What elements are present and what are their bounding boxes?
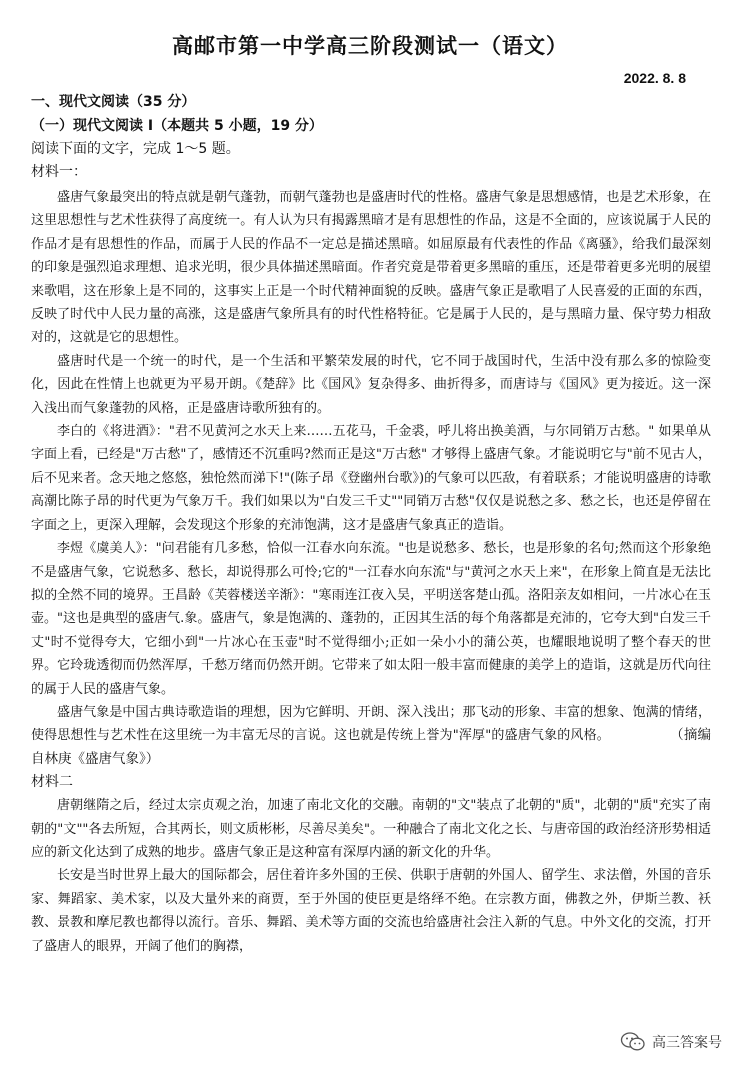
subsection-heading: （一）现代文阅读 I（本题共 5 小题，19 分） [31,118,323,134]
wechat-icon [620,1031,646,1053]
material-1-paragraph-1: 盛唐气象最突出的特点就是朝气蓬勃，而朝气蓬勃也是盛唐时代的性格。盛唐气象是思想感情，也是艺术形象，在这里思想性与艺术性获得了高度统一。有人认为只有揭露黑暗才是有思想性的作品，这是不全面的，应该说属于人民的作品才是有思想性的作品，而属于人民的作品不一定总是描述黑暗。如屈原最有代表性的作品《离骚》，给我们最深刻的印象是强烈追求理想、追求光明，很少具体描述黑暗面。作者究竟是带着更多黑暗的重压，还是带着更多光明的展望来歌唱，这在形象上是不同的，这事实上正是一个时代精神面貌的反映。盛唐气象正是歌唱了人民喜爱的正面的东西，反映了时代中人民力量的高涨，这是盛唐气象所具有的时代性格特征。它是属于人民的，是与黑暗力量、保守势力相敌对的，这就是它的思想性。 [31,190,711,346]
material-1-source: （摘编自林庚《盛唐气象》） [31,727,712,767]
material-1-paragraph-5 [31,701,711,771]
page-title: 高邮市第一中学高三阶段测试一（语文） [172,34,568,58]
material-2-paragraph-2: 长安是当时世界上最大的国际都会，居住着许多外国的王侯、供职于唐朝的外国人、留学生、求法僧，外国的音乐家、舞蹈家、美术家，以及大量外来的商贾，至于外国的使臣更是络绎不绝。在宗教方面，佛教之外，伊斯兰教、袄教、景教和摩尼教也都得以流行。音乐、舞蹈、美术等方面的交流也给盛唐社会注入新的气息。中外文化的交流，打开了盛唐人的眼界，开阔了他们的胸襟， [31,868,711,954]
instruction-text: 阅读下面的文字，完成 1～5 题。 [31,141,240,157]
material-2-label: 材料二 [31,774,73,791]
material-1-paragraph-5-text: 盛唐气象是中国古典诗歌造诣的理想，因为它鲜明、开朗、深入浅出；那飞动的形象、丰富的想象、饱满的情绪，使得思想性与艺术性在这里统一为丰富无尽的言说。这也就是传统上誉为"浑厚"的盛唐气象的风格。 [31,704,711,744]
exam-date: 2022. 8. 8 [623,70,686,86]
material-2-paragraph-1: 唐朝继隋之后，经过太宗贞观之治，加速了南北文化的交融。南朝的"文"装点了北朝的"质"，北朝的"质"充实了南朝的"文""各去所短，合其两长，则文质彬彬，尽善尽美矣"。一种融合了南北文化之长、与唐帝国的政治经济形势相适应的新文化达到了成熟的地步。盛唐气象正是这种富有深厚内涵的新文化的升华。 [31,798,711,860]
material-1-paragraph-2: 盛唐时代是一个统一的时代，是一个生活和平繁荣发展的时代，它不同于战国时代，生活中没有那么多的惊险变化，因此在性情上也就更为平易开朗。《楚辞》比《国风》复杂得多、曲折得多，而唐诗与《国风》更为接近。这一深入浅出而气象蓬勃的风格，正是盛唐诗歌所独有的。 [31,353,711,416]
material-1-paragraph-3: 李白的《将进酒》："君不见黄河之水天上来……五花马，千金裘，呼儿将出换美酒，与尔同销万古愁。" 如果单从字面上看，已经是"万古愁"了，感情还不沉重吗?然而正是这"万古愁" 才够得上盛唐气象。才能说明它与"前不见古人，后不见来者。念天地之悠悠，独怆然而涕下!"(陈子昂《登幽州台歌》)的气象可以匹敌，有着联系；才能说明盛唐的诗歌高潮比陈子昂的时代更为气象万千。我们如果以为"白发三千丈""同销万古愁"仅仅是说愁之多、愁之长，也还是停留在字面之上，更深入理解，会发现这个形象的充沛饱满，这才是盛唐气象真正的造诣。 [31,424,711,533]
watermark-text: 高三答案号 [652,1035,722,1051]
section-heading: 一、现代文阅读（35 分） [31,94,196,110]
watermark [616,1029,726,1055]
material-1-label: 材料一： [31,164,87,180]
material-1-paragraph-4: 李煜《虞美人》："问君能有几多愁，恰似一江春水向东流。"也是说愁多、愁长，也是形象的名句;然而这个形象绝不是盛唐气象，它说愁多、愁长，却说得那么可怜;它的"一江春水向东流"与"黄河之水天上来"，在形象上简直是无法比拟的全然不同的境界。王昌龄《芙蓉楼送辛渐》："寒雨连江夜入吴，平明送客楚山孤。洛阳亲友如相问，一片冰心在玉壶。"这也是典型的盛唐气.象。盛唐气，象是饱满的、蓬勃的，正因其生活的每个角落都是充沛的，它夸大到"白发三千丈"时不觉得夸大，它细小到"一片冰心在玉壶"时不觉得细小;正如一朵小小的蒲公英，也耀眼地说明了整个春天的世界。它玲珑透彻而仍然浑厚，千愁万绪而仍然开朗。它带来了如太阳一般丰富而健康的美学上的造诣，这就是历代向往的属于人民的盛唐气象。 [31,541,711,697]
exam-content [31,90,711,958]
